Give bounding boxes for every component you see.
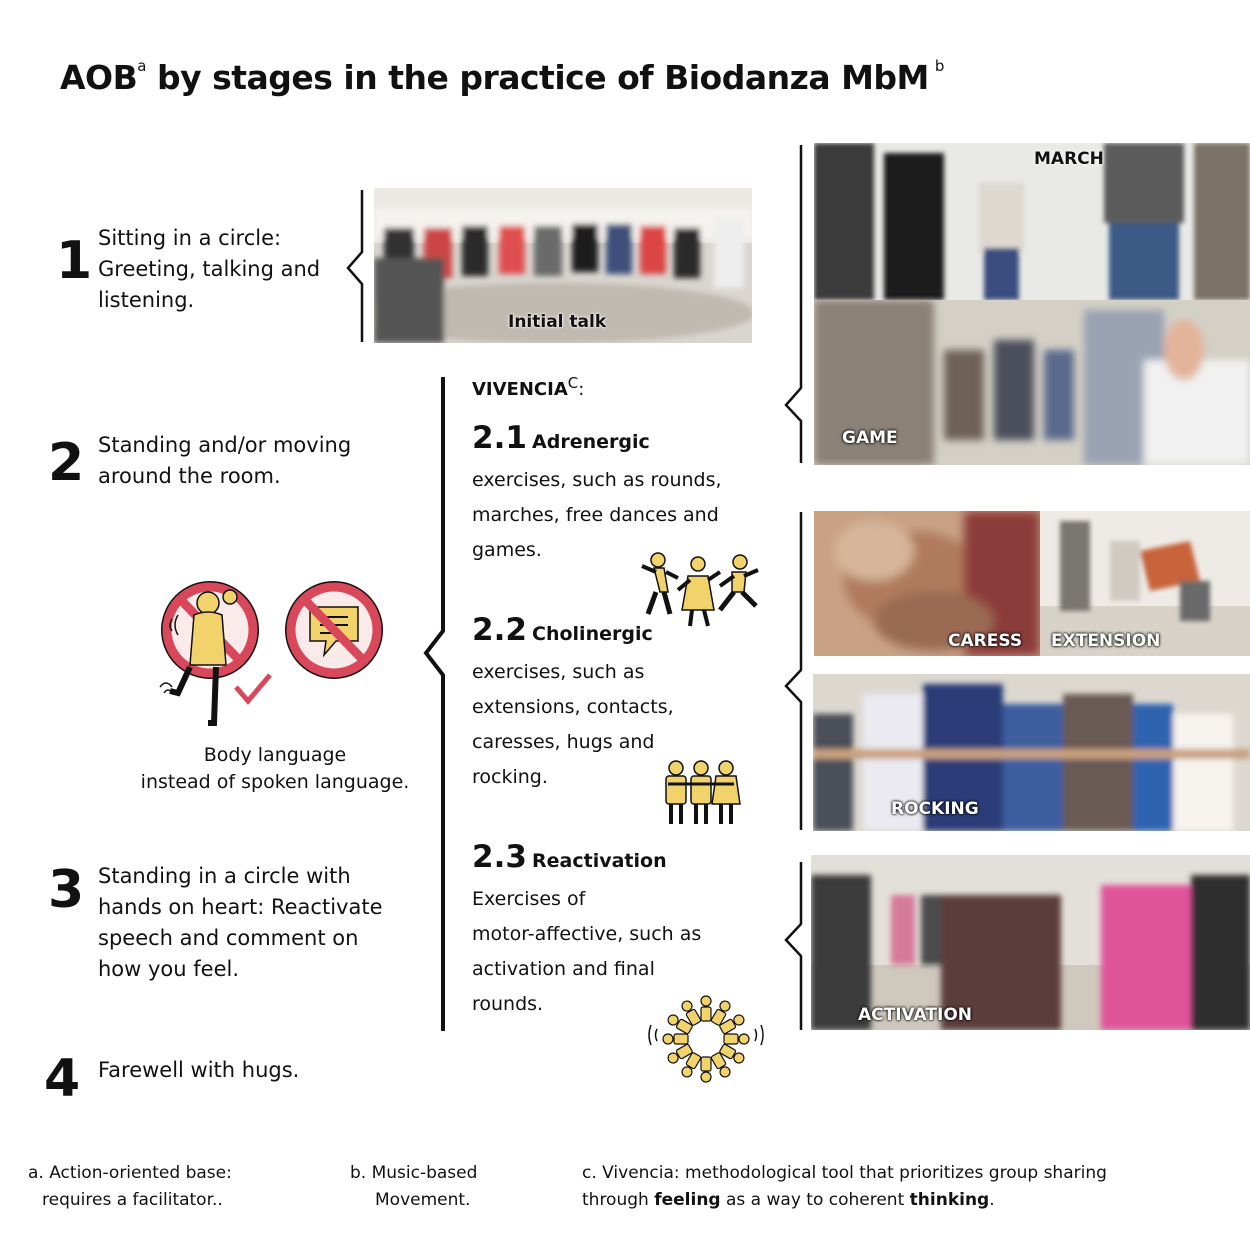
step-text-line: Standing in a circle with bbox=[98, 864, 351, 888]
initial-talk-label: Initial talk bbox=[508, 312, 607, 332]
footnote-c-text: as a way to coherent bbox=[720, 1190, 910, 1210]
substep-2-2-heading bbox=[472, 612, 653, 648]
activation-bracket bbox=[782, 860, 806, 1032]
substep-desc-line: Exercises of bbox=[472, 888, 586, 910]
step-3-text bbox=[98, 861, 382, 985]
footnote-b-line2: Movement. bbox=[375, 1190, 471, 1210]
footnote-a-line1: a. Action-oriented base: bbox=[28, 1163, 232, 1183]
substep-number: 2.2 bbox=[472, 612, 527, 648]
vivencia-label bbox=[472, 374, 584, 400]
step-text-line: Sitting in a circle: bbox=[98, 226, 282, 250]
game-label: GAME bbox=[842, 428, 898, 448]
step-1-number: 1 bbox=[56, 231, 93, 291]
page-title bbox=[60, 58, 944, 97]
step-3-number: 3 bbox=[48, 860, 85, 920]
activation-photo bbox=[811, 855, 1250, 1030]
step-2-text bbox=[98, 430, 351, 492]
body-language-icons bbox=[150, 575, 395, 730]
substep-desc-line: marches, free dances and bbox=[472, 504, 719, 526]
activation-image bbox=[811, 855, 1250, 1030]
rocking-image bbox=[813, 674, 1250, 831]
step-text-line: Greeting, talking and bbox=[98, 257, 321, 281]
substep-desc-line: extensions, contacts, bbox=[472, 696, 674, 718]
substep-2-3-heading bbox=[472, 839, 667, 875]
step-text-line: Standing and/or moving bbox=[98, 433, 352, 457]
substep-title: Reactivation bbox=[532, 850, 667, 872]
footnote-c bbox=[582, 1160, 1107, 1214]
title-rest: by stages in the practice of Biodanza MbM bbox=[156, 58, 929, 97]
title-sup-b: b bbox=[934, 57, 944, 75]
footnote-c-bold-thinking: thinking bbox=[909, 1190, 990, 1210]
rocking-photo bbox=[813, 674, 1250, 831]
caress-label: CARESS bbox=[948, 631, 1023, 651]
footnote-a bbox=[28, 1160, 232, 1214]
substep-2-1-heading bbox=[472, 420, 650, 456]
vivencia-text: VIVENCIA bbox=[472, 379, 568, 400]
footnote-c-line2 bbox=[582, 1187, 1107, 1214]
title-aob: AOB bbox=[60, 58, 138, 97]
substep-desc-line: motor-affective, such as bbox=[472, 923, 702, 945]
footnote-b-line1: b. Music-based bbox=[350, 1163, 478, 1183]
initial-talk-photo bbox=[374, 188, 752, 343]
substep-number: 2.3 bbox=[472, 839, 527, 875]
footnote-a-line2: requires a facilitator.. bbox=[42, 1190, 223, 1210]
substep-desc-line: rounds. bbox=[472, 993, 544, 1015]
activation-label: ACTIVATION bbox=[858, 1005, 972, 1025]
body-language-line1: Body language bbox=[203, 744, 347, 766]
title-sup-a: a bbox=[137, 57, 146, 75]
no-speech-icon bbox=[286, 582, 382, 678]
step-text-line: Farewell with hugs. bbox=[98, 1058, 300, 1082]
rocking-label: ROCKING bbox=[891, 799, 979, 819]
footnote-b bbox=[350, 1160, 477, 1214]
substep-desc-line: exercises, such as rounds, bbox=[472, 469, 722, 491]
substep-desc-line: games. bbox=[472, 539, 542, 561]
substep-title: Cholinergic bbox=[532, 623, 653, 645]
body-language-caption bbox=[130, 742, 420, 796]
cholinergic-bracket bbox=[782, 510, 806, 832]
step-4-number: 4 bbox=[44, 1049, 81, 1109]
step-1-bracket bbox=[340, 188, 366, 344]
caress-photo bbox=[814, 511, 1040, 656]
step-4-text bbox=[98, 1055, 299, 1086]
substep-title: Adrenergic bbox=[532, 431, 650, 453]
step-text-line: hands on heart: Reactivate bbox=[98, 895, 383, 919]
march-photo bbox=[814, 143, 1250, 300]
vivencia-colon: : bbox=[578, 379, 585, 400]
footnote-c-line1: c. Vivencia: methodological tool that prioritizes group sharing bbox=[582, 1163, 1107, 1183]
vivencia-sup: C bbox=[567, 374, 579, 392]
footnote-c-bold-feeling: feeling bbox=[654, 1190, 721, 1210]
substep-number: 2.1 bbox=[472, 420, 527, 456]
substep-desc-line: exercises, such as bbox=[472, 661, 645, 683]
dancers-icon bbox=[636, 548, 760, 630]
vivencia-bracket bbox=[420, 375, 450, 1035]
step-text-line: how you feel. bbox=[98, 957, 240, 981]
substep-desc-line: caresses, hugs and bbox=[472, 731, 655, 753]
march-label: MARCH bbox=[1034, 149, 1104, 169]
step-text-line: around the room. bbox=[98, 464, 281, 488]
hugging-group-icon bbox=[658, 758, 744, 828]
game-photo bbox=[814, 300, 1250, 465]
step-text-line: listening. bbox=[98, 288, 195, 312]
footnote-c-text: . bbox=[989, 1190, 995, 1210]
substep-desc-line: rocking. bbox=[472, 766, 548, 788]
step-2-number: 2 bbox=[48, 433, 85, 493]
hug-figure-icon bbox=[160, 582, 270, 723]
circle-of-people-icon bbox=[643, 995, 769, 1083]
extension-photo bbox=[1040, 511, 1250, 656]
body-language-line2: instead of spoken language. bbox=[140, 771, 410, 793]
extension-label: EXTENSION bbox=[1051, 631, 1161, 651]
march-game-bracket bbox=[782, 143, 806, 465]
step-1-text bbox=[98, 223, 320, 316]
march-image bbox=[814, 143, 1250, 300]
footnote-c-text: through bbox=[582, 1190, 655, 1210]
substep-desc-line: activation and final bbox=[472, 958, 655, 980]
step-text-line: speech and comment on bbox=[98, 926, 359, 950]
substep-2-2-desc bbox=[472, 655, 674, 795]
